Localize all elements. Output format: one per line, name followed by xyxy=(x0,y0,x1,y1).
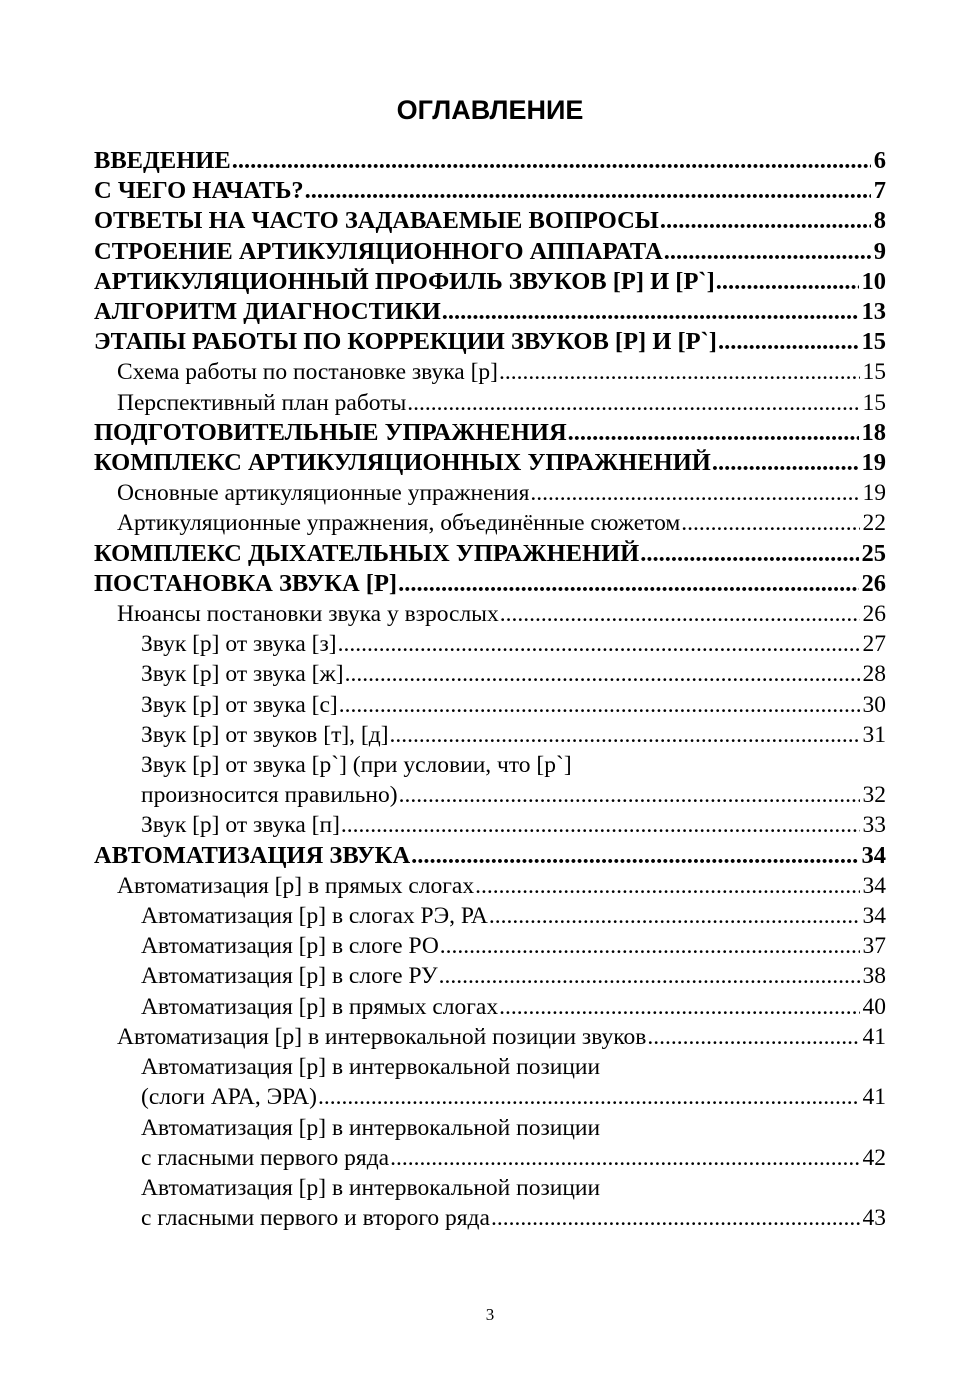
toc-entry-page: 42 xyxy=(862,1144,886,1171)
dot-leader xyxy=(647,1022,859,1052)
toc-entry-page: 34 xyxy=(862,903,886,930)
toc-entry-page: 26 xyxy=(861,569,886,597)
dot-leader xyxy=(440,931,860,961)
toc-entry-title: КОМПЛЕКС АРТИКУЛЯЦИОННЫХ УПРАЖНЕНИЙ xyxy=(94,449,711,477)
dot-leader xyxy=(716,267,859,297)
dot-leader xyxy=(232,146,871,176)
page-number: 3 xyxy=(485,1305,495,1324)
toc-entry-page: 31 xyxy=(862,721,886,748)
dot-leader xyxy=(640,539,858,569)
toc-entry-title: Схема работы по постановке звука [р] xyxy=(117,359,498,386)
toc-entry[interactable] xyxy=(94,931,886,961)
table-of-contents xyxy=(94,146,886,1233)
toc-entry[interactable] xyxy=(94,357,886,387)
dot-leader xyxy=(499,992,859,1022)
toc-entry-title: Звук [р] от звука [з] xyxy=(141,631,337,658)
toc-entry[interactable] xyxy=(94,961,886,991)
dot-leader xyxy=(407,388,859,418)
toc-entry-page: 8 xyxy=(873,207,886,235)
dot-leader xyxy=(530,478,859,508)
toc-entry[interactable] xyxy=(94,206,886,236)
toc-entry[interactable] xyxy=(94,267,886,297)
toc-entry-page: 41 xyxy=(862,1023,886,1050)
toc-entry[interactable] xyxy=(94,599,886,629)
toc-entry-title: Автоматизация [р] в слогах РЭ, РА xyxy=(141,903,488,930)
toc-entry-title-line1: Автоматизация [р] в интервокальной позиции xyxy=(141,1114,601,1141)
toc-entry-page: 41 xyxy=(862,1084,886,1111)
toc-entry[interactable] xyxy=(94,841,886,871)
toc-entry-page: 28 xyxy=(862,661,886,688)
toc-entry-title: Звук [р] от звука [с] xyxy=(141,691,338,718)
toc-entry-page: 19 xyxy=(862,480,886,507)
toc-entry[interactable] xyxy=(94,810,886,840)
dot-leader xyxy=(318,1082,860,1112)
dot-leader xyxy=(489,901,860,931)
toc-entry[interactable] xyxy=(94,720,886,750)
dot-leader xyxy=(305,176,871,206)
toc-entry-page: 38 xyxy=(862,963,886,990)
toc-entry-page: 33 xyxy=(862,812,886,839)
toc-entry-page: 34 xyxy=(861,841,886,869)
toc-entry-page: 19 xyxy=(861,449,886,477)
toc-entry[interactable] xyxy=(94,508,886,538)
toc-entry-page: 30 xyxy=(862,691,886,718)
toc-entry-title: СТРОЕНИЕ АРТИКУЛЯЦИОННОГО АППАРАТА xyxy=(94,237,663,265)
toc-entry[interactable] xyxy=(94,539,886,569)
toc-entry-title: ВВЕДЕНИЕ xyxy=(94,147,231,174)
dot-leader xyxy=(712,448,859,478)
toc-entry-page: 40 xyxy=(862,993,886,1020)
toc-entry-title: Звук [р] от звука [п] xyxy=(141,812,340,839)
toc-entry[interactable] xyxy=(94,448,886,478)
toc-entry[interactable] xyxy=(94,1113,886,1173)
dot-leader xyxy=(398,569,858,599)
toc-entry-title-line1: Звук [р] от звука [р`] (при условии, что [р`] xyxy=(141,752,572,779)
toc-entry-page: 43 xyxy=(862,1205,886,1232)
toc-entry-page: 15 xyxy=(861,328,886,356)
toc-entry-title: Перспективный план работы xyxy=(117,389,407,416)
toc-entry[interactable] xyxy=(94,901,886,931)
toc-entry[interactable] xyxy=(94,1173,886,1233)
dot-leader xyxy=(718,327,859,357)
dot-leader xyxy=(475,871,859,901)
toc-entry-page: 18 xyxy=(861,418,886,446)
toc-entry-page: 7 xyxy=(873,177,886,205)
dot-leader xyxy=(390,1143,859,1173)
toc-entry-page: 13 xyxy=(861,298,886,326)
toc-entry[interactable] xyxy=(94,992,886,1022)
dot-leader xyxy=(338,629,860,659)
toc-entry-title: Автоматизация [р] в прямых слогах xyxy=(141,993,499,1020)
toc-entry-title: АЛГОРИТМ ДИАГНОСТИКИ xyxy=(94,298,441,326)
toc-entry-title: Автоматизация [р] в слоге РУ xyxy=(141,963,438,990)
dot-leader xyxy=(411,841,858,871)
dot-leader xyxy=(500,599,860,629)
toc-entry[interactable] xyxy=(94,297,886,327)
dot-leader xyxy=(568,418,859,448)
toc-entry[interactable] xyxy=(94,418,886,448)
toc-entry[interactable] xyxy=(94,176,886,206)
dot-leader xyxy=(491,1203,860,1233)
dot-leader xyxy=(390,720,860,750)
toc-entry[interactable] xyxy=(94,237,886,267)
toc-entry[interactable] xyxy=(94,478,886,508)
toc-entry-title: КОМПЛЕКС ДЫХАТЕЛЬНЫХ УПРАЖНЕНИЙ xyxy=(94,539,640,567)
toc-entry-title: Звук [р] от звуков [т], [д] xyxy=(141,721,389,748)
toc-entry-page: 6 xyxy=(873,147,886,174)
toc-entry-title: (слоги АРА, ЭРА) xyxy=(141,1084,317,1111)
toc-entry[interactable] xyxy=(94,146,886,176)
toc-entry-title: Звук [р] от звука [ж] xyxy=(141,661,344,688)
toc-entry-page: 34 xyxy=(862,872,886,899)
toc-entry-title: АВТОМАТИЗАЦИЯ ЗВУКА xyxy=(94,841,411,869)
dot-leader xyxy=(664,237,871,267)
toc-entry[interactable] xyxy=(94,690,886,720)
toc-entry-title: Автоматизация [р] в слоге РО xyxy=(141,933,439,960)
dot-leader xyxy=(399,780,860,810)
dot-leader xyxy=(442,297,859,327)
toc-entry-page: 27 xyxy=(862,631,886,658)
toc-entry-title: АРТИКУЛЯЦИОННЫЙ ПРОФИЛЬ ЗВУКОВ [Р] И [Р`] xyxy=(94,267,715,295)
toc-entry-title: Артикуляционные упражнения, объединённые сюжетом xyxy=(117,510,681,537)
dot-leader xyxy=(341,810,860,840)
dot-leader xyxy=(660,206,871,236)
toc-entry[interactable] xyxy=(94,327,886,357)
page-title: ОГЛАВЛЕНИЕ xyxy=(396,95,584,125)
dot-leader xyxy=(499,357,860,387)
toc-entry-title: Нюансы постановки звука у взрослых xyxy=(117,601,499,628)
toc-entry-page: 15 xyxy=(862,389,886,416)
toc-entry-page: 26 xyxy=(862,601,886,628)
toc-entry-title: ОТВЕТЫ НА ЧАСТО ЗАДАВАЕМЫЕ ВОПРОСЫ xyxy=(94,207,659,235)
toc-entry-title: Основные артикуляционные упражнения xyxy=(117,480,530,507)
toc-entry-title-line1: Автоматизация [р] в интервокальной позиции xyxy=(141,1174,601,1201)
toc-entry-title: произносится правильно) xyxy=(141,782,398,809)
dot-leader xyxy=(681,508,859,538)
toc-entry-page: 32 xyxy=(862,782,886,809)
toc-entry-page: 22 xyxy=(862,510,886,537)
toc-entry-page: 15 xyxy=(862,359,886,386)
toc-entry-title: с гласными первого и второго ряда xyxy=(141,1205,490,1232)
toc-entry[interactable] xyxy=(94,1052,886,1112)
toc-entry-title: с гласными первого ряда xyxy=(141,1144,390,1171)
dot-leader xyxy=(345,659,860,689)
toc-entry-title: Автоматизация [р] в интервокальной позиции звуков xyxy=(117,1023,647,1050)
toc-entry-page: 25 xyxy=(861,539,886,567)
toc-entry-title: ЭТАПЫ РАБОТЫ ПО КОРРЕКЦИИ ЗВУКОВ [Р] И [Р`] xyxy=(94,328,717,356)
toc-entry-title-line1: Автоматизация [р] в интервокальной позиции xyxy=(141,1054,601,1081)
dot-leader xyxy=(339,690,860,720)
toc-entry-page: 9 xyxy=(873,237,886,265)
toc-entry[interactable] xyxy=(94,569,886,599)
dot-leader xyxy=(439,961,860,991)
toc-entry[interactable] xyxy=(94,750,886,810)
toc-entry-title: Автоматизация [р] в прямых слогах xyxy=(117,872,475,899)
toc-entry[interactable] xyxy=(94,871,886,901)
toc-entry[interactable] xyxy=(94,1022,886,1052)
toc-entry-title: ПОДГОТОВИТЕЛЬНЫЕ УПРАЖНЕНИЯ xyxy=(94,418,567,446)
toc-entry-title: С ЧЕГО НАЧАТЬ? xyxy=(94,177,304,205)
toc-entry-page: 37 xyxy=(862,933,886,960)
toc-entry[interactable] xyxy=(94,659,886,689)
toc-entry-title: ПОСТАНОВКА ЗВУКА [Р] xyxy=(94,569,398,597)
toc-entry[interactable] xyxy=(94,388,886,418)
toc-entry[interactable] xyxy=(94,629,886,659)
toc-entry-page: 10 xyxy=(861,267,886,295)
